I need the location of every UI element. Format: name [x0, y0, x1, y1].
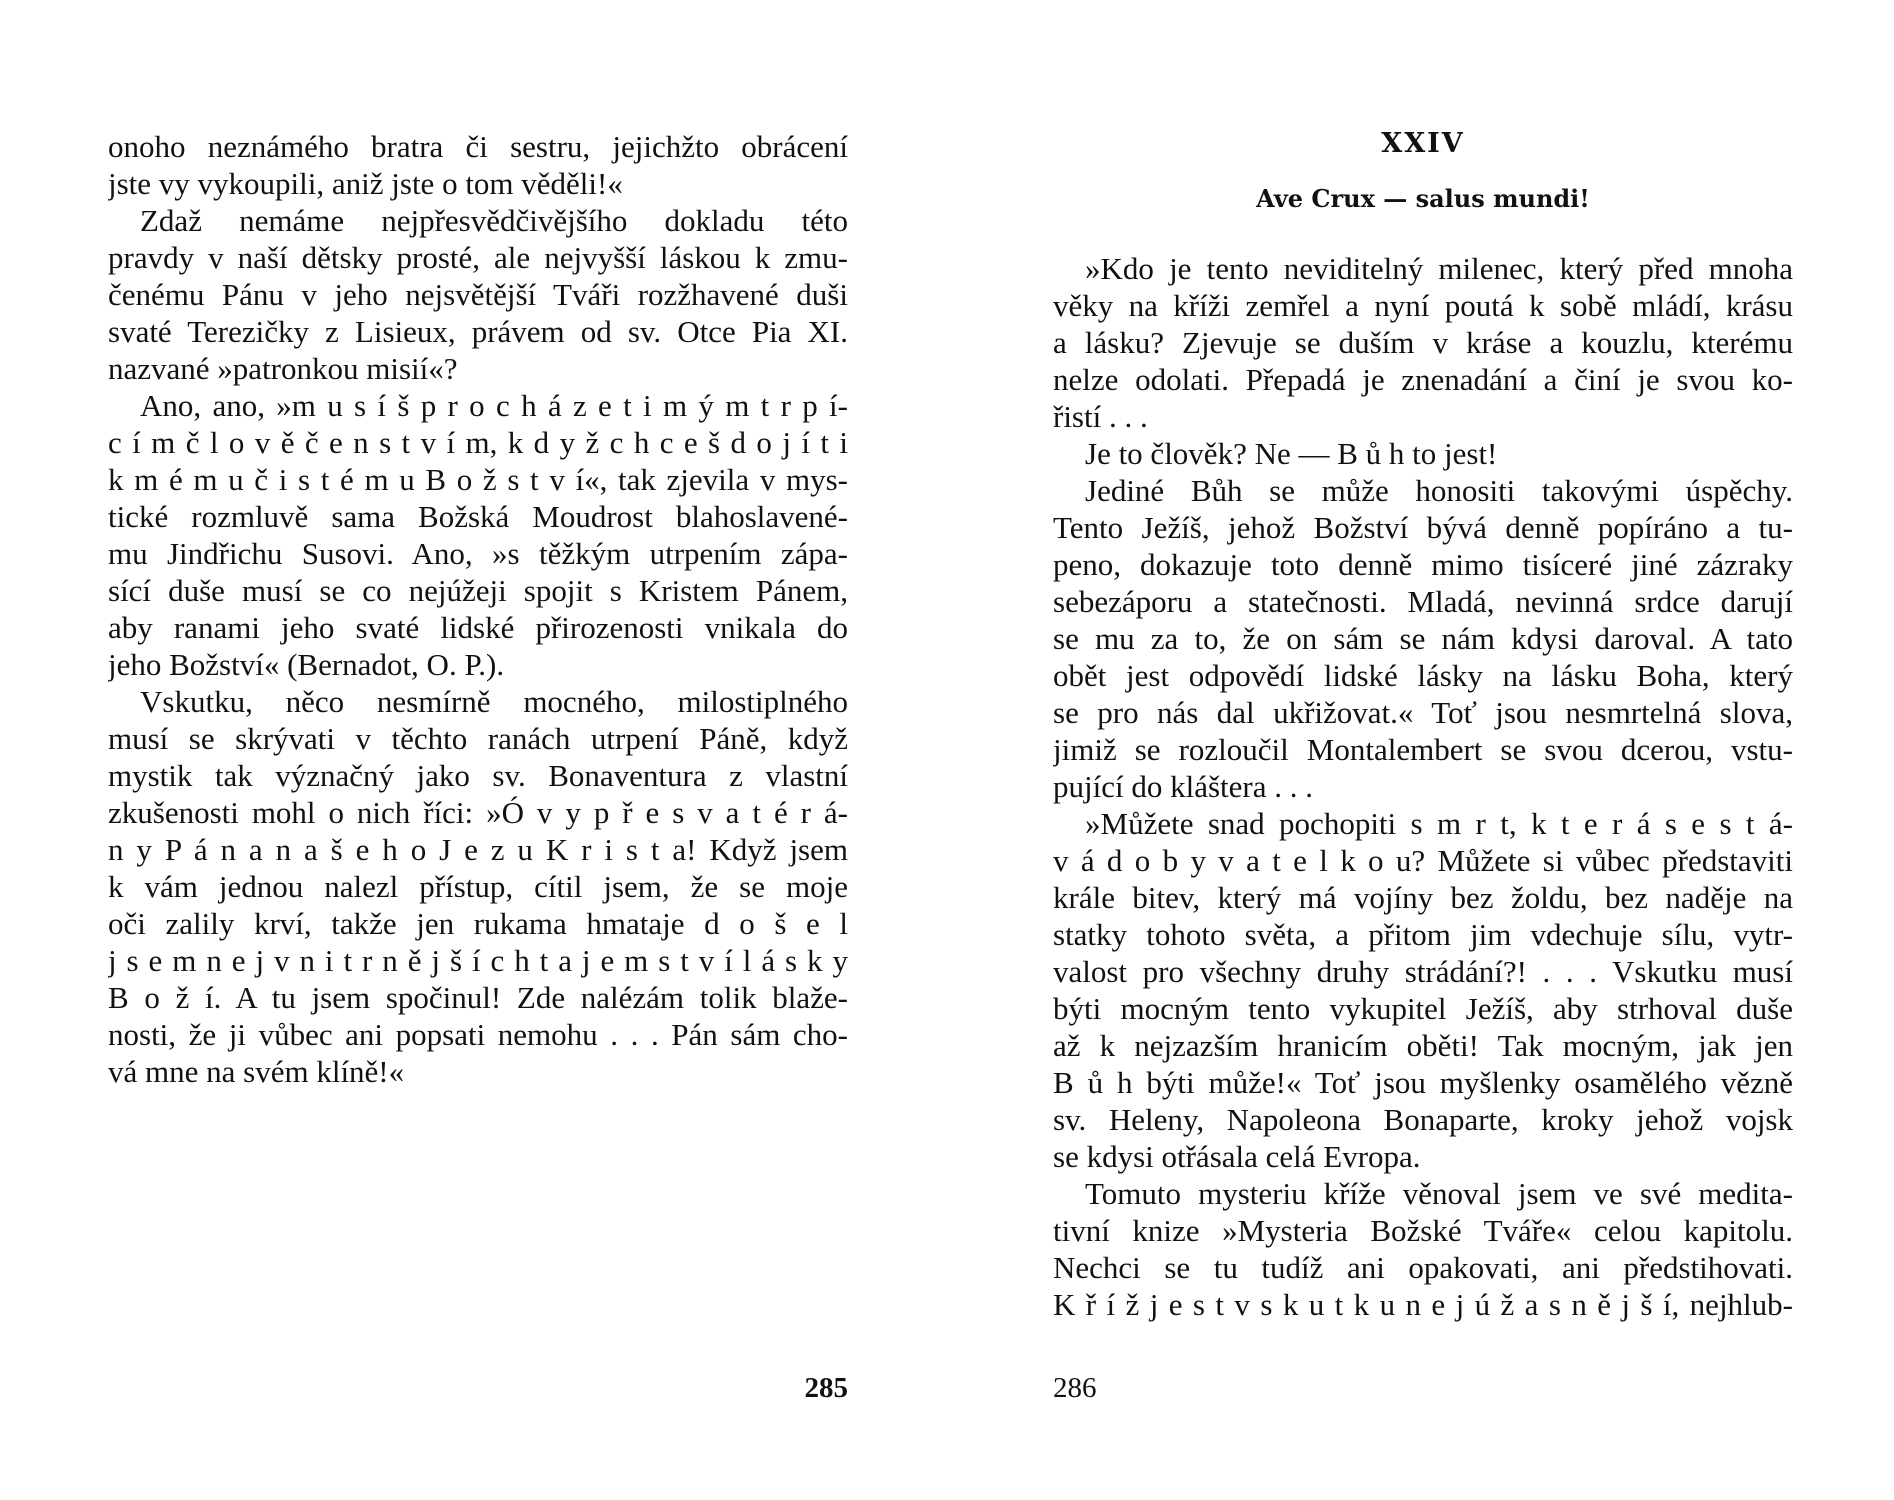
text-line: vá mne na svém klíně!«: [108, 1054, 405, 1089]
text-line: aby ranami jeho svaté lidské přirozenosti vnikala do: [108, 610, 848, 645]
text-line: »Můžete snad pochopiti s m r t, k t e r á s e s t á-: [1085, 806, 1793, 841]
text-line: K ř í ž j e s t v s k u t k u n e j ú ž a s n ě j š í, nejhlub-: [1053, 1287, 1793, 1322]
text-line: Zdaž nemáme nejpřesvědčivějšího dokladu této: [140, 203, 848, 238]
text-line: Tomuto mysteriu kříže věnoval jsem ve své medita-: [1085, 1176, 1793, 1211]
text-line: nosti, že ji vůbec ani popsati nemohu . . . Pán sám cho-: [108, 1017, 848, 1052]
text-line: věky na kříži zemřel a nyní poutá k sobě mládí, krásu: [1053, 288, 1793, 323]
text-line: musí se skrývati v těchto ranách utrpení Páně, když: [108, 721, 848, 756]
text-line: Nechci se tu tudíž ani opakovati, ani předstihovati.: [1053, 1250, 1793, 1285]
text-line: jeho Božství« (Bernadot, O. P.).: [108, 647, 505, 682]
text-line: Ano, ano, »m u s í š p r o c h á z e t i m ý m t r p í-: [140, 388, 848, 423]
text-line: sící duše musí se co nejúžeji spojit s Kristem Pánem,: [108, 573, 848, 608]
text-line: tivní knize »Mysteria Božské Tváře« celou kapitolu.: [1053, 1213, 1793, 1248]
text-line: býti mocným tento vykupitel Ježíš, aby strhoval duše: [1053, 991, 1793, 1026]
text-line: Jediné Bůh se může honositi takovými úspěchy.: [1085, 473, 1793, 508]
text-line: B o ž í. A tu jsem spočinul! Zde nalézám tolik blaže-: [108, 980, 848, 1015]
text-line: peno, dokazuje toto denně mimo tisíceré jiné zázraky: [1053, 547, 1793, 582]
text-line: se mu za to, že on sám se nám kdysi daroval. A tato: [1053, 621, 1793, 656]
text-line: krále bitev, který má vojíny bez žoldu, bez naděje na: [1053, 880, 1793, 915]
text-line: Vskutku, něco nesmírně mocného, milostiplného: [140, 684, 848, 719]
text-line: nazvané »patronkou misií«?: [108, 351, 458, 386]
text-line: »Kdo je tento neviditelný milenec, který před mnoha: [1085, 251, 1793, 286]
text-line: mystik tak význačný jako sv. Bonaventura z vlastní: [108, 758, 848, 793]
text-line: statky tohoto světa, a přitom jim vdechuje sílu, vytr-: [1053, 917, 1793, 952]
text-line: pravdy v naší dětsky prosté, ale nejvyšší láskou k zmu-: [108, 240, 848, 275]
text-line: sv. Heleny, Napoleona Bonaparte, kroky jehož vojsk: [1053, 1102, 1793, 1137]
text-line: k vám jednou nalezl přístup, cítil jsem, že se moje: [108, 869, 848, 904]
text-line: a lásku? Zjevuje se duším v kráse a kouzlu, kterému: [1053, 325, 1793, 360]
text-line: zkušenosti mohl o nich říci: »Ó v y p ř e s v a t é r á-: [108, 795, 848, 830]
text-line: řistí . . .: [1053, 399, 1148, 434]
text-line: pující do kláštera . . .: [1053, 769, 1313, 804]
text-line: Je to člověk? Ne — B ů h to jest!: [1085, 436, 1498, 471]
text-line: mu Jindřichu Susovi. Ano, »s těžkým utrpením zápa-: [108, 536, 848, 571]
text-line: se pro nás dal ukřižovat.« Toť jsou nesmrtelná slova,: [1053, 695, 1793, 730]
page-number-left: 285: [804, 1372, 848, 1404]
text-line: Tento Ježíš, jehož Božství bývá denně popíráno a tu-: [1053, 510, 1793, 545]
text-line: jste vy vykoupili, aniž jste o tom věděli!«: [108, 166, 623, 201]
text-line: v á d o b y v a t e l k o u? Můžete si vůbec představiti: [1053, 843, 1793, 878]
right-page: [1053, 0, 1793, 1500]
text-line: onoho neznámého bratra či sestru, jejichžto obrácení: [108, 129, 848, 164]
chapter-title: Ave Crux — salus mundi!: [1256, 184, 1590, 213]
text-line: se kdysi otřásala celá Evropa.: [1053, 1139, 1421, 1174]
left-page-body: [108, 128, 848, 1090]
text-line: oči zalily krví, takže jen rukama hmataje d o š e l: [108, 906, 848, 941]
text-line: nelze odolati. Přepadá je znenadání a činí je svou ko-: [1053, 362, 1793, 397]
text-line: valost pro všechny druhy strádání?! . . . Vskutku musí: [1053, 954, 1793, 989]
text-line: n y P á n a n a š e h o J e z u K r i s t a! Když jsem: [108, 832, 848, 867]
chapter-number: XXIV: [1381, 128, 1465, 159]
left-page: [108, 0, 848, 1500]
right-page-body: [1053, 250, 1793, 1323]
text-line: k m é m u č i s t é m u B o ž s t v í«, tak zjevila v mys-: [108, 462, 848, 497]
page-number-right: 286: [1053, 1372, 1097, 1404]
text-line: obět jest odpovědí lidské lásky na lásku Boha, který: [1053, 658, 1793, 693]
text-line: čenému Pánu v jeho nejsvětější Tváři rozžhavené duši: [108, 277, 848, 312]
text-line: jimiž se rozloučil Montalembert se svou dcerou, vstu-: [1053, 732, 1793, 767]
text-line: svaté Terezičky z Lisieux, právem od sv. Otce Pia XI.: [108, 314, 848, 349]
text-line: j s e m n e j v n i t r n ě j š í c h t a j e m s t v í l á s k y: [108, 943, 848, 978]
text-line: c í m č l o v ě č e n s t v í m, k d y ž c h c e š d o j í t i: [108, 425, 848, 460]
text-line: B ů h býti může!« Toť jsou myšlenky osamělého vězně: [1053, 1065, 1793, 1100]
text-line: až k nejzazším hranicím oběti! Tak mocným, jak jen: [1053, 1028, 1793, 1063]
text-line: sebezáporu a statečnosti. Mladá, nevinná srdce darují: [1053, 584, 1793, 619]
text-line: tické rozmluvě sama Božská Moudrost blahoslavené-: [108, 499, 848, 534]
